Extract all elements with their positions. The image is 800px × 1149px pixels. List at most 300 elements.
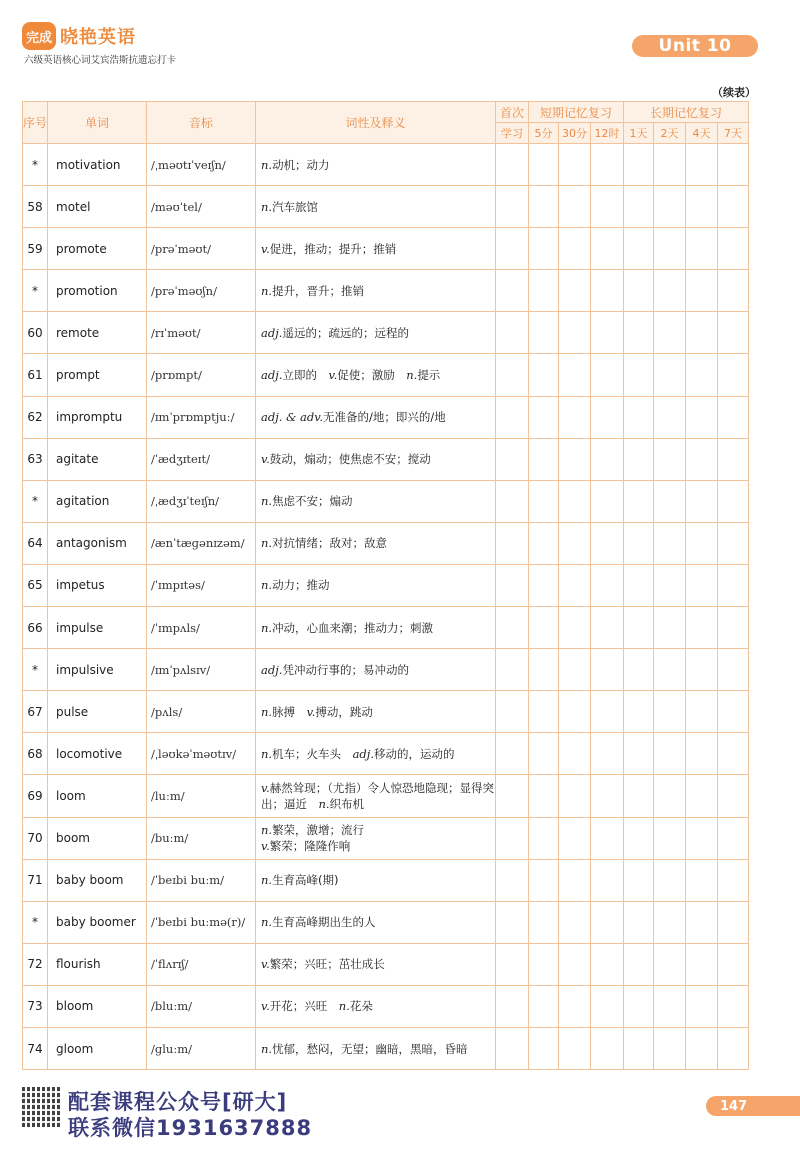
review-checkbox-cell — [496, 564, 529, 606]
review-checkbox-cell — [654, 943, 686, 985]
review-checkbox-cell — [529, 901, 559, 943]
review-checkbox-cell — [654, 270, 686, 312]
book-subtitle: 六级英语核心词艾宾浩斯抗遗忘打卡 — [24, 55, 177, 66]
table-row — [23, 186, 749, 228]
word-definition — [256, 438, 496, 480]
review-checkbox-cell — [559, 144, 591, 186]
review-checkbox-cell — [591, 901, 624, 943]
meaning-text: 促使；激励 — [337, 368, 407, 383]
header-word: 单词 — [48, 102, 147, 144]
review-checkbox-cell — [686, 775, 718, 817]
review-checkbox-cell — [559, 1027, 591, 1069]
table-row — [23, 354, 749, 396]
review-checkbox-cell — [686, 186, 718, 228]
review-checkbox-cell — [624, 312, 654, 354]
part-of-speech: v. — [328, 368, 338, 383]
meaning-text: 促进，推动；提升；推销 — [269, 241, 397, 256]
word-text: impetus — [48, 564, 147, 606]
word-text: baby boomer — [48, 901, 147, 943]
word-definition — [256, 270, 496, 312]
word-definition — [256, 1027, 496, 1069]
review-checkbox-cell — [529, 607, 559, 649]
review-checkbox-cell — [559, 480, 591, 522]
meaning-text: 繁荣；隆隆作响 — [269, 839, 351, 854]
part-of-speech: n. — [261, 157, 273, 172]
review-checkbox-cell — [686, 354, 718, 396]
word-definition — [256, 396, 496, 438]
review-checkbox-cell — [559, 733, 591, 775]
review-checkbox-cell — [591, 691, 624, 733]
review-checkbox-cell — [718, 186, 749, 228]
part-of-speech: adj. — [261, 325, 283, 340]
review-checkbox-cell — [718, 649, 749, 691]
review-checkbox-cell — [718, 607, 749, 649]
part-of-speech: adj. & adv. — [261, 410, 323, 425]
word-number: 58 — [23, 186, 48, 228]
meaning-text: 动力；推动 — [272, 578, 330, 593]
logo-badge: 完成 — [22, 22, 56, 50]
meaning-text: 机车；火车头 — [272, 746, 353, 761]
review-checkbox-cell — [624, 1027, 654, 1069]
review-checkbox-cell — [591, 1027, 624, 1069]
word-phonetic: /prəˈməʊʃn/ — [147, 270, 256, 312]
table-row — [23, 817, 749, 859]
table-row — [23, 480, 749, 522]
header-long-4d: 4天 — [686, 123, 718, 144]
table-row — [23, 312, 749, 354]
review-checkbox-cell — [591, 817, 624, 859]
table-row — [23, 649, 749, 691]
review-checkbox-cell — [529, 564, 559, 606]
review-checkbox-cell — [559, 228, 591, 270]
word-phonetic: /ˈɪmpɪtəs/ — [147, 564, 256, 606]
word-phonetic: /ˈflʌrɪʃ/ — [147, 943, 256, 985]
word-text: impulse — [48, 607, 147, 649]
header-short-5min: 5分 — [529, 123, 559, 144]
word-phonetic: /ænˈtæɡənɪzəm/ — [147, 522, 256, 564]
review-checkbox-cell — [624, 270, 654, 312]
review-checkbox-cell — [496, 186, 529, 228]
review-checkbox-cell — [559, 607, 591, 649]
review-checkbox-cell — [529, 649, 559, 691]
review-checkbox-cell — [559, 270, 591, 312]
word-text: flourish — [48, 943, 147, 985]
word-text: impulsive — [48, 649, 147, 691]
review-checkbox-cell — [559, 564, 591, 606]
part-of-speech: adj. — [261, 662, 283, 677]
review-checkbox-cell — [624, 396, 654, 438]
review-checkbox-cell — [718, 438, 749, 480]
table-row — [23, 396, 749, 438]
review-checkbox-cell — [591, 607, 624, 649]
table-row — [23, 438, 749, 480]
word-number: * — [23, 480, 48, 522]
word-text: boom — [48, 817, 147, 859]
meaning-text: 冲动，心血来潮；推动力；刺激 — [272, 620, 434, 635]
word-phonetic: /ˈbeɪbi buːmə(r)/ — [147, 901, 256, 943]
review-checkbox-cell — [496, 733, 529, 775]
part-of-speech: n. — [261, 494, 273, 509]
review-checkbox-cell — [718, 859, 749, 901]
review-checkbox-cell — [559, 312, 591, 354]
word-definition — [256, 943, 496, 985]
table-row — [23, 522, 749, 564]
review-checkbox-cell — [718, 733, 749, 775]
header-phonetic: 音标 — [147, 102, 256, 144]
review-checkbox-cell — [624, 438, 654, 480]
review-checkbox-cell — [654, 312, 686, 354]
review-checkbox-cell — [654, 438, 686, 480]
word-text: promotion — [48, 270, 147, 312]
review-checkbox-cell — [624, 480, 654, 522]
review-checkbox-cell — [559, 649, 591, 691]
word-phonetic: /prəˈməʊt/ — [147, 228, 256, 270]
review-checkbox-cell — [529, 228, 559, 270]
part-of-speech: adj. — [352, 746, 375, 761]
meaning-text: 搏动，跳动 — [315, 704, 373, 719]
word-text: loom — [48, 775, 147, 817]
review-checkbox-cell — [559, 354, 591, 396]
review-checkbox-cell — [496, 270, 529, 312]
word-phonetic: /luːm/ — [147, 775, 256, 817]
word-definition — [256, 775, 496, 817]
review-checkbox-cell — [529, 691, 559, 733]
review-checkbox-cell — [624, 775, 654, 817]
review-checkbox-cell — [529, 817, 559, 859]
header-first-sub: 学习 — [496, 123, 529, 144]
review-checkbox-cell — [624, 607, 654, 649]
review-checkbox-cell — [624, 859, 654, 901]
review-checkbox-cell — [591, 564, 624, 606]
logo-text: 晓艳英语 — [60, 27, 136, 48]
review-checkbox-cell — [624, 186, 654, 228]
review-checkbox-cell — [496, 775, 529, 817]
word-number: 62 — [23, 396, 48, 438]
review-checkbox-cell — [496, 817, 529, 859]
review-checkbox-cell — [718, 564, 749, 606]
header-long-7d: 7天 — [718, 123, 749, 144]
review-checkbox-cell — [654, 564, 686, 606]
meaning-text: 繁荣，激增；流行 — [272, 823, 365, 838]
review-checkbox-cell — [496, 522, 529, 564]
word-text: pulse — [48, 691, 147, 733]
review-checkbox-cell — [718, 270, 749, 312]
review-checkbox-cell — [686, 144, 718, 186]
review-checkbox-cell — [718, 691, 749, 733]
review-checkbox-cell — [496, 691, 529, 733]
table-row — [23, 943, 749, 985]
meaning-text: 开花；兴旺 — [269, 999, 339, 1014]
meaning-text: 凭冲动行事的；易冲动的 — [282, 662, 409, 677]
part-of-speech: v. — [306, 704, 316, 719]
review-checkbox-cell — [686, 691, 718, 733]
review-checkbox-cell — [718, 522, 749, 564]
word-text: baby boom — [48, 859, 147, 901]
review-checkbox-cell — [718, 228, 749, 270]
part-of-speech: n. — [261, 915, 273, 930]
page-number: 147 — [706, 1096, 800, 1116]
word-definition — [256, 186, 496, 228]
part-of-speech: n. — [261, 1041, 273, 1056]
part-of-speech: v. — [261, 999, 270, 1014]
meaning-text: 生育高峰(期) — [272, 873, 339, 888]
review-checkbox-cell — [686, 564, 718, 606]
review-checkbox-cell — [559, 901, 591, 943]
review-checkbox-cell — [496, 943, 529, 985]
part-of-speech: v. — [261, 957, 270, 972]
review-checkbox-cell — [654, 228, 686, 270]
review-checkbox-cell — [496, 1027, 529, 1069]
review-checkbox-cell — [529, 1027, 559, 1069]
meaning-text: 无准备的/地；即兴的/地 — [323, 410, 446, 425]
review-checkbox-cell — [496, 228, 529, 270]
review-checkbox-cell — [529, 733, 559, 775]
word-text: locomotive — [48, 733, 147, 775]
review-checkbox-cell — [496, 985, 529, 1027]
table-row — [23, 985, 749, 1027]
word-number: * — [23, 270, 48, 312]
part-of-speech: v. — [261, 839, 270, 854]
word-number: 65 — [23, 564, 48, 606]
review-checkbox-cell — [654, 691, 686, 733]
part-of-speech: adj. — [261, 368, 283, 383]
review-checkbox-cell — [686, 438, 718, 480]
header-short-term: 短期记忆复习 — [529, 102, 624, 123]
review-checkbox-cell — [496, 354, 529, 396]
header-definition: 词性及释义 — [256, 102, 496, 144]
word-number: * — [23, 901, 48, 943]
review-checkbox-cell — [686, 522, 718, 564]
word-phonetic: /rɪˈməʊt/ — [147, 312, 256, 354]
review-checkbox-cell — [718, 943, 749, 985]
promo-line-2: 联系微信1931637888 — [68, 1116, 313, 1140]
word-definition — [256, 354, 496, 396]
review-checkbox-cell — [529, 859, 559, 901]
review-checkbox-cell — [591, 733, 624, 775]
table-row — [23, 859, 749, 901]
word-number: 68 — [23, 733, 48, 775]
word-text: antagonism — [48, 522, 147, 564]
part-of-speech: v. — [261, 241, 270, 256]
review-checkbox-cell — [624, 985, 654, 1027]
review-checkbox-cell — [591, 186, 624, 228]
review-checkbox-cell — [686, 733, 718, 775]
review-checkbox-cell — [654, 522, 686, 564]
meaning-text: 提升，晋升；推销 — [272, 283, 365, 298]
review-checkbox-cell — [654, 817, 686, 859]
review-checkbox-cell — [654, 396, 686, 438]
review-checkbox-cell — [559, 186, 591, 228]
word-definition — [256, 564, 496, 606]
word-phonetic: /pʌls/ — [147, 691, 256, 733]
review-checkbox-cell — [559, 775, 591, 817]
review-checkbox-cell — [624, 649, 654, 691]
review-checkbox-cell — [591, 354, 624, 396]
review-checkbox-cell — [496, 312, 529, 354]
review-checkbox-cell — [718, 396, 749, 438]
part-of-speech: n. — [261, 873, 273, 888]
word-text: agitate — [48, 438, 147, 480]
review-checkbox-cell — [624, 144, 654, 186]
unit-tab: Unit 10 — [632, 35, 758, 57]
word-number: 74 — [23, 1027, 48, 1069]
word-phonetic: /ˌləʊkəˈməʊtɪv/ — [147, 733, 256, 775]
part-of-speech: v. — [261, 452, 270, 467]
review-checkbox-cell — [686, 312, 718, 354]
review-checkbox-cell — [624, 228, 654, 270]
review-checkbox-cell — [686, 859, 718, 901]
review-checkbox-cell — [559, 817, 591, 859]
word-phonetic: /bluːm/ — [147, 985, 256, 1027]
review-checkbox-cell — [529, 775, 559, 817]
review-checkbox-cell — [559, 522, 591, 564]
word-text: agitation — [48, 480, 147, 522]
review-checkbox-cell — [591, 943, 624, 985]
meaning-text: 对抗情绪；敌对；敌意 — [272, 536, 388, 551]
word-phonetic: /ˌməʊtɪˈveɪʃn/ — [147, 144, 256, 186]
review-checkbox-cell — [529, 354, 559, 396]
word-phonetic: /məʊˈtel/ — [147, 186, 256, 228]
review-checkbox-cell — [591, 396, 624, 438]
word-phonetic: /ˈɪmpʌls/ — [147, 607, 256, 649]
review-checkbox-cell — [718, 354, 749, 396]
word-text: remote — [48, 312, 147, 354]
review-checkbox-cell — [591, 649, 624, 691]
table-row — [23, 733, 749, 775]
review-checkbox-cell — [529, 312, 559, 354]
meaning-text: 立即的 — [282, 368, 329, 383]
review-checkbox-cell — [654, 354, 686, 396]
header-long-term: 长期记忆复习 — [624, 102, 749, 123]
part-of-speech: n. — [261, 578, 273, 593]
review-checkbox-cell — [624, 564, 654, 606]
table-row — [23, 228, 749, 270]
review-checkbox-cell — [686, 985, 718, 1027]
part-of-speech: n. — [261, 746, 273, 761]
meaning-text: 脉搏 — [272, 704, 307, 719]
word-number: 67 — [23, 691, 48, 733]
meaning-text: 生育高峰期出生的人 — [272, 915, 376, 930]
part-of-speech: n. — [261, 704, 273, 719]
review-checkbox-cell — [496, 649, 529, 691]
review-checkbox-cell — [654, 186, 686, 228]
review-checkbox-cell — [624, 733, 654, 775]
meaning-text: 动机；动力 — [272, 157, 330, 172]
review-checkbox-cell — [686, 943, 718, 985]
word-phonetic: /prɒmpt/ — [147, 354, 256, 396]
word-definition — [256, 859, 496, 901]
review-checkbox-cell — [718, 817, 749, 859]
word-definition — [256, 522, 496, 564]
review-checkbox-cell — [718, 312, 749, 354]
review-checkbox-cell — [654, 607, 686, 649]
review-checkbox-cell — [686, 901, 718, 943]
review-checkbox-cell — [686, 480, 718, 522]
meaning-text: 汽车旅馆 — [272, 199, 319, 214]
review-checkbox-cell — [686, 396, 718, 438]
review-checkbox-cell — [496, 859, 529, 901]
header-short-12h: 12时 — [591, 123, 624, 144]
part-of-speech: n. — [406, 368, 418, 383]
review-checkbox-cell — [686, 270, 718, 312]
review-checkbox-cell — [718, 775, 749, 817]
part-of-speech: n. — [261, 283, 273, 298]
vocabulary-body — [23, 144, 749, 1070]
part-of-speech: n. — [261, 823, 273, 838]
review-checkbox-cell — [559, 943, 591, 985]
word-definition — [256, 901, 496, 943]
header-long-1d: 1天 — [624, 123, 654, 144]
word-definition — [256, 312, 496, 354]
word-phonetic: /ˌædʒɪˈteɪʃn/ — [147, 480, 256, 522]
review-checkbox-cell — [529, 396, 559, 438]
promo-line-1: 配套课程公众号[研大] — [68, 1090, 288, 1114]
header-first: 首次 — [496, 102, 529, 123]
word-definition — [256, 607, 496, 649]
word-definition — [256, 733, 496, 775]
word-text: motel — [48, 186, 147, 228]
meaning-text: 遥远的；疏远的；远程的 — [282, 325, 409, 340]
table-row — [23, 607, 749, 649]
review-checkbox-cell — [718, 1027, 749, 1069]
review-checkbox-cell — [654, 480, 686, 522]
word-text: prompt — [48, 354, 147, 396]
part-of-speech: n. — [261, 536, 273, 551]
word-text: bloom — [48, 985, 147, 1027]
review-checkbox-cell — [496, 480, 529, 522]
word-definition — [256, 691, 496, 733]
table-row — [23, 270, 749, 312]
review-checkbox-cell — [654, 144, 686, 186]
word-phonetic: /buːm/ — [147, 817, 256, 859]
review-checkbox-cell — [591, 312, 624, 354]
review-checkbox-cell — [718, 144, 749, 186]
word-definition — [256, 649, 496, 691]
review-checkbox-cell — [686, 649, 718, 691]
review-checkbox-cell — [654, 1027, 686, 1069]
word-definition — [256, 817, 496, 859]
meaning-text: 赫然耸现；（尤指）令人惊恐地隐现；显得突出；逼近 — [261, 780, 495, 811]
word-number: 69 — [23, 775, 48, 817]
part-of-speech: n. — [261, 620, 273, 635]
review-checkbox-cell — [496, 438, 529, 480]
review-checkbox-cell — [591, 144, 624, 186]
word-number: 61 — [23, 354, 48, 396]
review-checkbox-cell — [559, 691, 591, 733]
word-text: promote — [48, 228, 147, 270]
meaning-text: 繁荣；兴旺；茁壮成长 — [269, 957, 385, 972]
brand-logo — [22, 22, 136, 50]
review-checkbox-cell — [624, 691, 654, 733]
review-checkbox-cell — [718, 985, 749, 1027]
review-checkbox-cell — [718, 901, 749, 943]
word-definition — [256, 228, 496, 270]
table-row — [23, 691, 749, 733]
review-checkbox-cell — [591, 522, 624, 564]
review-checkbox-cell — [529, 186, 559, 228]
review-checkbox-cell — [654, 733, 686, 775]
word-number: 59 — [23, 228, 48, 270]
review-checkbox-cell — [529, 270, 559, 312]
review-checkbox-cell — [529, 985, 559, 1027]
review-checkbox-cell — [624, 901, 654, 943]
review-checkbox-cell — [529, 438, 559, 480]
header-short-30min: 30分 — [559, 123, 591, 144]
part-of-speech: n. — [261, 199, 273, 214]
word-definition — [256, 144, 496, 186]
part-of-speech: v. — [261, 780, 270, 795]
review-checkbox-cell — [591, 775, 624, 817]
